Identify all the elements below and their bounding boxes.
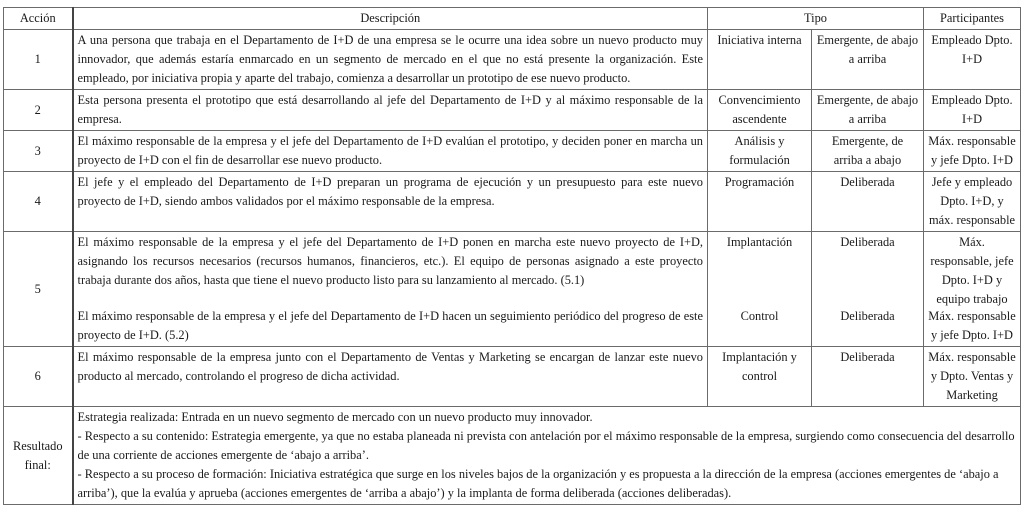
action-participants xyxy=(924,232,1021,347)
table-row xyxy=(4,90,1021,131)
final-result-line: Estrategia realizada: Entrada en un nuevo segmento de mercado con un nuevo producto muy innovador. xyxy=(77,410,593,424)
action-description: Esta persona presenta el prototipo que está desarrollando al jefe del Departamento de I+D y al máximo responsable de la empresa. xyxy=(73,90,708,131)
action-type: Convencimiento ascendente xyxy=(708,90,812,131)
action-participants: Jefe y empleado Dpto. I+D, y máx. responsable xyxy=(924,172,1021,232)
sub-action-description-5-2: El máximo responsable de la empresa y el jefe del Departamento de I+D hacen un seguimiento periódico del progreso de este proyecto de I+D. (5.2) xyxy=(77,309,703,342)
table-row xyxy=(4,347,1021,407)
action-type: Análisis y formulación xyxy=(708,131,812,172)
header-accion: Acción xyxy=(4,8,73,30)
action-type: Iniciativa interna xyxy=(708,30,812,90)
action-participants: Máx. responsable y jefe Dpto. I+D xyxy=(924,131,1021,172)
table-row xyxy=(4,30,1021,90)
action-direction: Deliberada xyxy=(812,347,924,407)
action-direction xyxy=(812,232,924,347)
final-result-line: - Respecto a su contenido: Estrategia emergente, ya que no estaba planeada ni prevista con antelación por el máximo responsable de la empresa, surgiendo como consecuencia del desarrollo de una corriente de acciones emergente de ‘abajo a arriba’. xyxy=(77,429,1015,462)
sub-action-type-5-1: Implantación xyxy=(726,235,793,249)
action-direction: Deliberada xyxy=(812,172,924,232)
action-number: 1 xyxy=(4,30,73,90)
sub-action-direction-5-1: Deliberada xyxy=(840,235,895,249)
final-result-line: - Respecto a su proceso de formación: Iniciativa estratégica que surge en los niveles bajos de la organización y es propuesta a la dirección de la empresa (acciones emergentes de ‘abajo a arriba’), que la evalúa y aprueba (acciones emergentes de ‘arriba a abajo’) y la implanta de forma deliberada (acciones deliberadas). xyxy=(77,467,999,500)
table-row xyxy=(4,131,1021,172)
action-description: A una persona que trabaja en el Departamento de I+D de una empresa se le ocurre una idea sobre un nuevo producto muy innovador, que además estaría enmarcado en un segmento de mercado en el que no está presente la organización. Este empleado, por iniciativa propia y aparte del trabajo, comienza a desarrollar un prototipo de ese nuevo producto. xyxy=(73,30,708,90)
action-number: 6 xyxy=(4,347,73,407)
action-number: 4 xyxy=(4,172,73,232)
action-description xyxy=(73,232,708,347)
sub-action-type-5-2: Control xyxy=(740,309,779,323)
action-participants: Empleado Dpto. I+D xyxy=(924,90,1021,131)
strategy-actions-table xyxy=(3,7,1021,505)
action-participants: Empleado Dpto. I+D xyxy=(924,30,1021,90)
final-result-row xyxy=(4,407,1021,505)
action-description: El máximo responsable de la empresa y el jefe del Departamento de I+D evalúan el prototipo, y deciden poner en marcha un proyecto de I+D con el fin de desarrollar ese nuevo producto. xyxy=(73,131,708,172)
action-number: 2 xyxy=(4,90,73,131)
sub-action-description-5-1: El máximo responsable de la empresa y el jefe del Departamento de I+D ponen en marcha este nuevo proyecto de I+D, asignando los recursos necesarios (recursos humanos, financieros, etc.). El equipo de personas asignado a este proyecto trabaja durante dos años, hasta que tiene el nuevo producto listo para su lanzamiento al mercado. (5.1) xyxy=(77,235,703,287)
sub-action-participants-5-1: Máx. responsable, jefe Dpto. I+D y equipo trabajo xyxy=(930,235,1014,306)
action-participants: Máx. responsable y Dpto. Ventas y Marketing xyxy=(924,347,1021,407)
action-description: El jefe y el empleado del Departamento de I+D preparan un programa de ejecución y un presupuesto para este nuevo proyecto de I+D, siendo ambos validados por el máximo responsable de la empresa. xyxy=(73,172,708,232)
action-number: 5 xyxy=(4,232,73,347)
sub-action-direction-5-2: Deliberada xyxy=(840,309,895,323)
sub-action-participants-5-2: Máx. responsable y jefe Dpto. I+D xyxy=(928,309,1016,342)
header-row xyxy=(4,8,1021,30)
action-type xyxy=(708,232,812,347)
header-participantes: Participantes xyxy=(924,8,1021,30)
action-direction: Emergente, de arriba a abajo xyxy=(812,131,924,172)
table-row xyxy=(4,172,1021,232)
action-direction: Emergente, de abajo a arriba xyxy=(812,90,924,131)
action-type: Implantación y control xyxy=(708,347,812,407)
action-description: El máximo responsable de la empresa junto con el Departamento de Ventas y Marketing se encargan de lanzar este nuevo producto al mercado, controlando el progreso de dicha actividad. xyxy=(73,347,708,407)
final-result-label: Resultado final: xyxy=(4,407,73,505)
table-row xyxy=(4,232,1021,347)
header-tipo: Tipo xyxy=(708,8,924,30)
final-result-text xyxy=(73,407,1021,505)
action-type: Programación xyxy=(708,172,812,232)
action-direction: Emergente, de abajo a arriba xyxy=(812,30,924,90)
action-number: 3 xyxy=(4,131,73,172)
header-descripcion: Descripción xyxy=(73,8,708,30)
